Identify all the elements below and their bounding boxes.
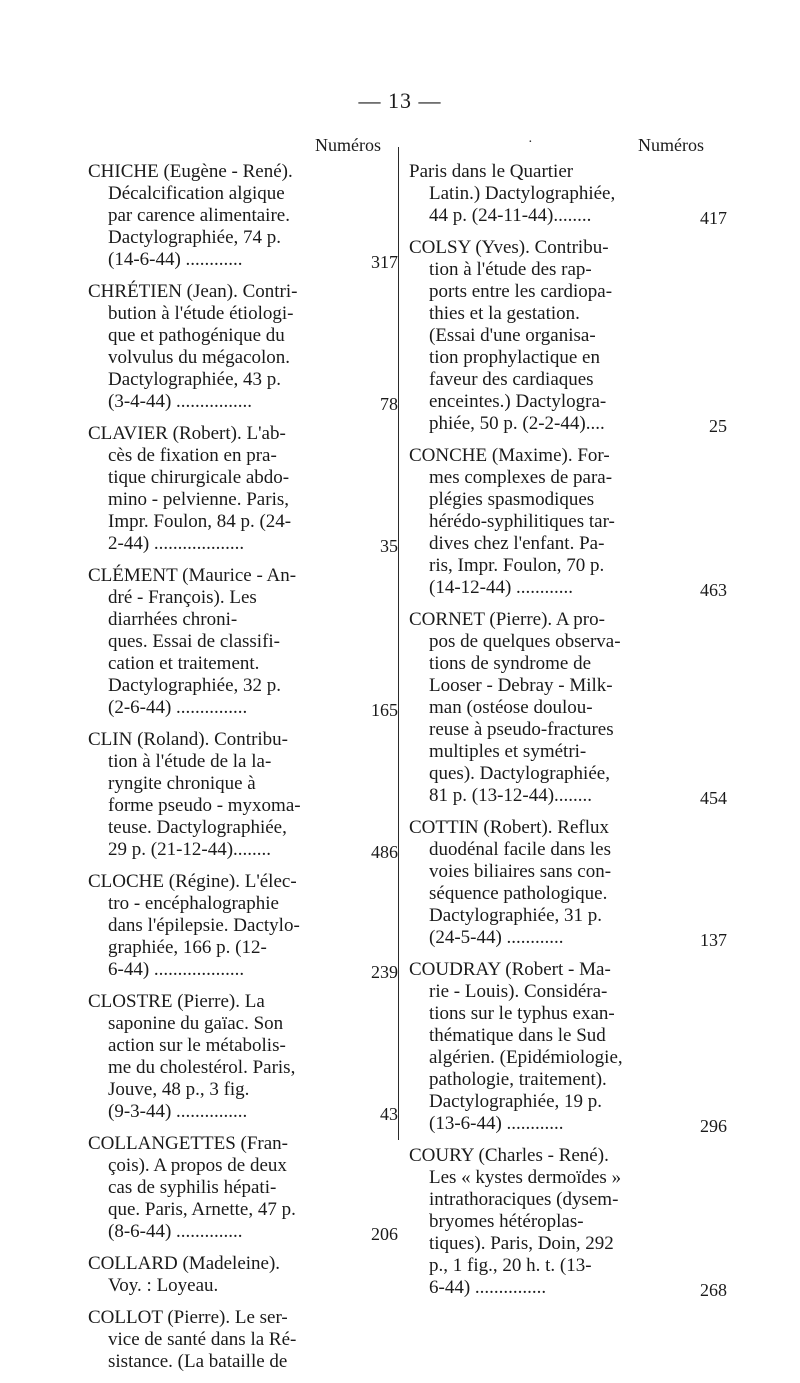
- entry-line: COURY (Charles - René).: [409, 1145, 609, 1166]
- entry-number: 43: [380, 1104, 398, 1124]
- entry-line: pos de quelques observa-: [429, 631, 621, 652]
- entry-line: 6-44) ...................: [108, 959, 245, 980]
- entry-line: tions sur le typhus exan-: [429, 1003, 615, 1024]
- entry-line: CHRÉTIEN (Jean). Contri-: [88, 281, 298, 302]
- entry-line: Dactylographiée, 19 p.: [429, 1091, 603, 1112]
- entry-line: 2-44) ...................: [108, 533, 245, 554]
- entry-line: multiples et symétri-: [429, 741, 587, 762]
- entry-line: reuse à pseudo-fractures: [429, 719, 614, 740]
- index-entry: [88, 871, 398, 982]
- entry-line: tion prophylactique en: [429, 347, 600, 368]
- entry-line: forme pseudo - myxoma-: [108, 795, 301, 816]
- entry-line: Impr. Foulon, 84 p. (24-: [108, 511, 292, 532]
- entry-number: 268: [700, 1280, 727, 1300]
- entry-line: vice de santé dans la Ré-: [108, 1329, 297, 1350]
- index-entry: [88, 161, 398, 272]
- stray-dot: ·: [528, 135, 533, 150]
- entry-line: ques. Essai de classifi-: [108, 631, 281, 652]
- entry-line: CHICHE (Eugène - René).: [88, 161, 293, 182]
- entry-number: 296: [700, 1116, 727, 1136]
- left-column: [88, 161, 398, 1383]
- entry-number: 454: [700, 788, 727, 808]
- index-entry: [409, 237, 727, 436]
- entry-line: Dactylographiée, 32 p.: [108, 675, 282, 696]
- entry-number: 317: [371, 252, 398, 272]
- entry-line: tion à l'étude de la la-: [108, 751, 272, 772]
- entry-line: COLLOT (Pierre). Le ser-: [88, 1307, 288, 1328]
- entry-line: CLAVIER (Robert). L'ab-: [88, 423, 286, 444]
- index-entry: [88, 991, 398, 1124]
- entry-line: COLLANGETTES (Fran-: [88, 1133, 288, 1154]
- entry-line: cas de syphilis hépati-: [108, 1177, 277, 1198]
- entry-line: man (ostéose doulou-: [429, 697, 593, 718]
- entry-line: thies et la gestation.: [429, 303, 580, 324]
- index-entry: [88, 1253, 393, 1297]
- entry-number: 463: [700, 580, 727, 600]
- entry-line: diarrhées chroni-: [108, 609, 238, 630]
- entry-line: (24-5-44) ............: [429, 927, 564, 948]
- entry-line: thématique dans le Sud: [429, 1025, 606, 1046]
- entry-line: mino - pelvienne. Paris,: [108, 489, 289, 510]
- entry-line: ris, Impr. Foulon, 70 p.: [429, 555, 605, 576]
- entry-line: Décalcification algique: [108, 183, 285, 204]
- index-entry: [88, 1307, 393, 1373]
- entry-line: COLLARD (Madeleine).: [88, 1253, 281, 1274]
- entry-line: bryomes hétéroplas-: [429, 1211, 584, 1232]
- entry-line: tro - encéphalographie: [108, 893, 279, 914]
- entry-line: dans l'épilepsie. Dactylo-: [108, 915, 300, 936]
- column-divider: [398, 147, 399, 1140]
- entry-line: (8-6-44) ..............: [108, 1221, 243, 1242]
- entry-line: ryngite chronique à: [108, 773, 256, 794]
- column-header-right-wrap: [528, 135, 704, 156]
- index-entry: [409, 609, 727, 808]
- entry-line: p., 1 fig., 20 h. t. (13-: [429, 1255, 592, 1276]
- index-entry: [409, 1145, 727, 1300]
- entry-number: 35: [380, 536, 398, 556]
- entry-line: rie - Louis). Considéra-: [429, 981, 608, 1002]
- page-number: — 13 —: [358, 88, 442, 113]
- entry-line: (2-6-44) ...............: [108, 697, 248, 718]
- entry-line: COLSY (Yves). Contribu-: [409, 237, 609, 258]
- entry-line: CLOSTRE (Pierre). La: [88, 991, 265, 1012]
- entry-line: CONCHE (Maxime). For-: [409, 445, 610, 466]
- entry-line: 29 p. (21-12-44)........: [108, 839, 272, 860]
- entry-line: voies biliaires sans con-: [429, 861, 612, 882]
- entry-line: faveur des cardiaques: [429, 369, 594, 390]
- entry-line: algérien. (Epidémiologie,: [429, 1047, 623, 1068]
- entry-number: 239: [371, 962, 398, 982]
- entry-line: (Essai d'une organisa-: [429, 325, 596, 346]
- column-header-right: Numéros: [638, 135, 704, 155]
- entry-line: que. Paris, Arnette, 47 p.: [108, 1199, 296, 1220]
- index-entry: [409, 445, 727, 600]
- entry-line: CLOCHE (Régine). L'élec-: [88, 871, 297, 892]
- column-header-left: Numéros: [315, 135, 381, 155]
- entry-line: graphiée, 166 p. (12-: [108, 937, 267, 958]
- right-column: [409, 161, 727, 1309]
- entry-line: Jouve, 48 p., 3 fig.: [108, 1079, 250, 1100]
- index-entry: [88, 565, 398, 720]
- entry-line: séquence pathologique.: [429, 883, 608, 904]
- entry-number: 206: [371, 1224, 398, 1244]
- entry-line: Voy. : Loyeau.: [108, 1275, 219, 1296]
- entry-line: CLIN (Roland). Contribu-: [88, 729, 289, 750]
- entry-number: 417: [700, 208, 727, 228]
- entry-line: 44 p. (24-11-44)........: [429, 205, 592, 226]
- entry-number: 165: [371, 700, 398, 720]
- index-entry: [409, 161, 727, 228]
- index-entry: [409, 817, 727, 950]
- entry-line: Dactylographiée, 31 p.: [429, 905, 603, 926]
- entry-line: Dactylographiée, 43 p.: [108, 369, 282, 390]
- entry-line: bution à l'étude étiologi-: [108, 303, 294, 324]
- entry-number: 486: [371, 842, 398, 862]
- entry-line: (14-12-44) ............: [429, 577, 574, 598]
- entry-line: plégies spasmodiques: [429, 489, 595, 510]
- entry-number: 137: [700, 930, 727, 950]
- entry-line: dré - François). Les: [108, 587, 257, 608]
- entry-line: COTTIN (Robert). Reflux: [409, 817, 609, 838]
- entry-line: que et pathogénique du: [108, 325, 285, 346]
- entry-line: (3-4-44) ................: [108, 391, 253, 412]
- entry-line: Latin.) Dactylographiée,: [429, 183, 616, 204]
- entry-line: me du cholestérol. Paris,: [108, 1057, 296, 1078]
- entry-line: (13-6-44) ............: [429, 1113, 564, 1134]
- entry-line: Les « kystes dermoïdes »: [429, 1167, 622, 1188]
- entry-line: sistance. (La bataille de: [108, 1351, 288, 1372]
- entry-line: tion à l'étude des rap-: [429, 259, 592, 280]
- entry-line: hérédo-syphilitiques tar-: [429, 511, 615, 532]
- entry-line: volvulus du mégacolon.: [108, 347, 291, 368]
- index-entry: [88, 423, 398, 556]
- entry-line: pathologie, traitement).: [429, 1069, 607, 1090]
- index-entry: [409, 959, 727, 1136]
- entry-line: Looser - Debray - Milk-: [429, 675, 613, 696]
- entry-line: dives chez l'enfant. Pa-: [429, 533, 605, 554]
- index-entry: [88, 1133, 398, 1244]
- entry-line: 81 p. (13-12-44)........: [429, 785, 593, 806]
- entry-line: duodénal facile dans les: [429, 839, 612, 860]
- entry-line: CORNET (Pierre). A pro-: [409, 609, 605, 630]
- index-entry: [88, 281, 398, 414]
- entry-line: saponine du gaïac. Son: [108, 1013, 284, 1034]
- entry-line: Dactylographiée, 74 p.: [108, 227, 282, 248]
- entry-line: COUDRAY (Robert - Ma-: [409, 959, 611, 980]
- entry-line: (14-6-44) ............: [108, 249, 243, 270]
- entry-line: intrathoraciques (dysem-: [429, 1189, 619, 1210]
- entry-line: tiques). Paris, Doin, 292: [429, 1233, 614, 1254]
- entry-line: ports entre les cardiopa-: [429, 281, 613, 302]
- entry-line: çois). A propos de deux: [108, 1155, 287, 1176]
- entry-line: phiée, 50 p. (2-2-44)....: [429, 413, 605, 434]
- entry-line: cation et traitement.: [108, 653, 260, 674]
- index-entry: [88, 729, 398, 862]
- entry-line: cès de fixation en pra-: [108, 445, 277, 466]
- entry-line: tions de syndrome de: [429, 653, 592, 674]
- entry-number: 78: [380, 394, 398, 414]
- entry-line: par carence alimentaire.: [108, 205, 290, 226]
- entry-line: enceintes.) Dactylogra-: [429, 391, 607, 412]
- entry-line: CLÉMENT (Maurice - An-: [88, 565, 297, 586]
- entry-line: ques). Dactylographiée,: [429, 763, 610, 784]
- entry-line: Paris dans le Quartier: [409, 161, 574, 182]
- entry-line: teuse. Dactylographiée,: [108, 817, 287, 838]
- entry-line: mes complexes de para-: [429, 467, 613, 488]
- entry-line: tique chirurgicale abdo-: [108, 467, 290, 488]
- entry-number: 25: [709, 416, 727, 436]
- entry-line: (9-3-44) ...............: [108, 1101, 248, 1122]
- entry-line: action sur le métabolis-: [108, 1035, 286, 1056]
- entry-line: 6-44) ...............: [429, 1277, 547, 1298]
